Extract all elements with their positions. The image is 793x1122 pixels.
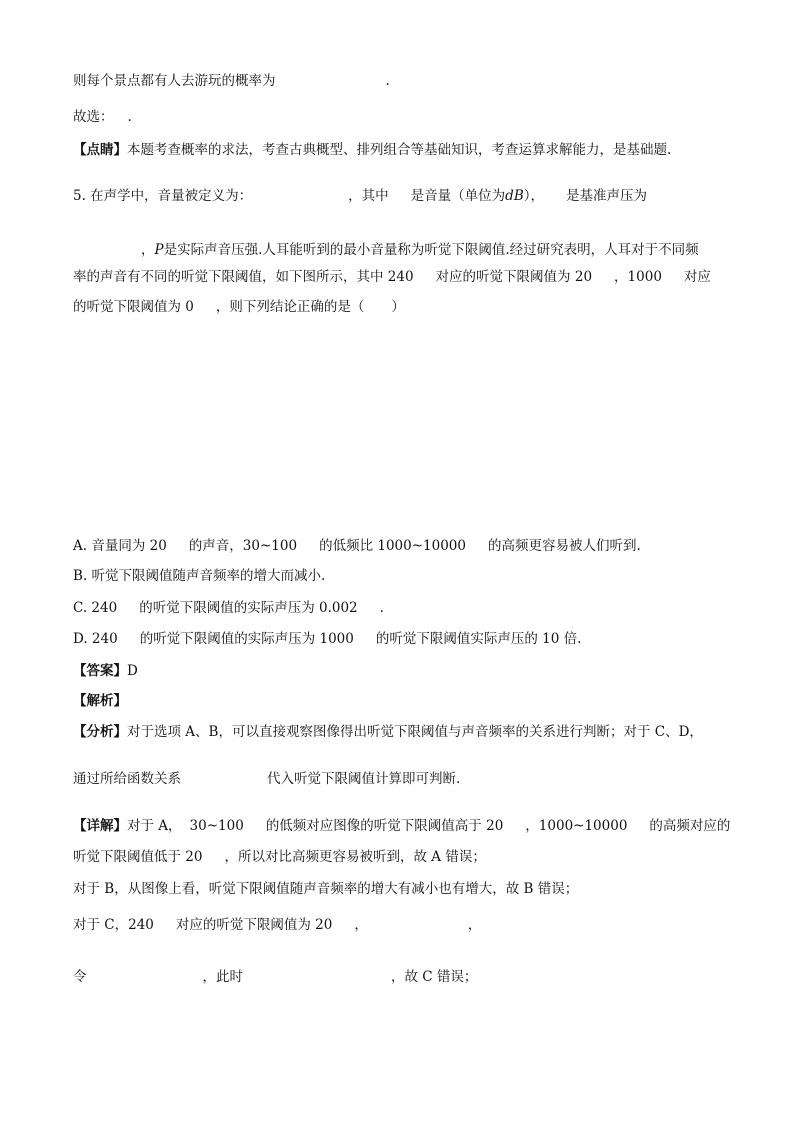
- detail-text: ，此时: [202, 969, 243, 985]
- detail-text: ，: [354, 917, 368, 933]
- question-text: 率的声音有不同的听觉下限阈值，如下图所示，其中 240: [73, 269, 414, 285]
- question-text: 5. 在声学中，音量被定义为：: [73, 188, 253, 204]
- detail-text: 的高频对应的: [649, 818, 731, 834]
- question-text: 是音量（单位为: [410, 188, 506, 204]
- analysis-line: [73, 692, 127, 710]
- answer-line: [73, 662, 138, 680]
- detail-text: ，1000~10000: [525, 818, 628, 834]
- answer-tag: 【答案】: [73, 663, 127, 679]
- option-text: 的听觉下限阈值的实际声压为 1000: [139, 631, 354, 647]
- prev-choice-line: [73, 108, 132, 126]
- question-text: ），: [523, 188, 544, 204]
- question-text: ，则下列结论正确的是（ ）: [215, 299, 405, 315]
- detail-line-2: [73, 848, 486, 866]
- question-text: 对应的听觉下限阈值为 20: [435, 269, 593, 285]
- detail-text: ，: [467, 917, 482, 933]
- fenxi-tag: 【分析】: [73, 724, 127, 740]
- prev-line-period: .: [385, 73, 390, 89]
- question-line-4: [73, 298, 405, 316]
- dianjing-text: 本题考查概率的求法，考查古典概型、排列组合等基础知识，考查运算求解能力，是基础题.: [127, 142, 672, 158]
- detail-tag: 【详解】: [73, 818, 127, 834]
- detail-line-5: [73, 968, 477, 986]
- question-text: 是实际声音压强.人耳能听到的最小音量称为听觉下限阈值.经过研究表明，人耳对于不同频: [163, 242, 699, 258]
- option-text: B. 听觉下限阈值随声音频率的增大而减小.: [73, 568, 326, 584]
- detail-text: 30~100: [189, 818, 244, 834]
- detail-text: 对于 C，240: [73, 917, 154, 933]
- detail-text: 对应的听觉下限阈值为 20: [175, 917, 333, 933]
- option-text: 的声音，30~100: [188, 538, 298, 554]
- option-c: [73, 599, 384, 617]
- detail-text: 对于 B，从图像上看，听觉下限阈值随声音频率的增大有减小也有增大，故 B 错误；: [73, 881, 579, 897]
- question-line-1: [73, 187, 647, 205]
- detail-text: 对于 A，: [127, 818, 182, 834]
- fenxi-text: 代入听觉下限阈值计算即可判断.: [267, 771, 461, 787]
- question-text: ，1000: [614, 269, 662, 285]
- prev-choice-label: 故选：: [73, 109, 114, 125]
- detail-text: 的低频对应图像的听觉下限阈值高于 20: [265, 818, 504, 834]
- question-text: 是基准声压为: [565, 188, 647, 204]
- option-b: [73, 567, 325, 585]
- dianjing-tag: 【点睛】: [73, 142, 127, 158]
- answer-value: D: [127, 663, 138, 679]
- prev-line-probability: [73, 72, 390, 90]
- fenxi-text: 通过所给函数关系: [73, 771, 181, 787]
- option-text: 的听觉下限阈值实际声压的 10 倍.: [375, 631, 582, 647]
- prev-choice-period: .: [127, 109, 132, 125]
- option-text: A. 音量同为 20: [73, 538, 167, 554]
- question-text: 的听觉下限阈值为 0: [73, 299, 194, 315]
- variable-p: P: [154, 242, 164, 258]
- question-line-2: [73, 241, 699, 259]
- option-d: [73, 630, 581, 648]
- option-text: 的低频比 1000~10000: [319, 538, 466, 554]
- detail-line-4: [73, 916, 481, 934]
- prev-line-text: 则每个景点都有人去游玩的概率为: [73, 73, 276, 89]
- question-line-3: [73, 268, 711, 286]
- fenxi-text: 对于选项 A、B，可以直接观察图像得出听觉下限阈值与声音频率的关系进行判断；对于 C、D，: [127, 724, 703, 740]
- option-text: 的听觉下限阈值的实际声压为 0.002: [139, 600, 358, 616]
- fenxi-line-1: [73, 723, 703, 741]
- detail-text: ，所以对比高频更容易被听到，故 A 错误；: [224, 849, 486, 865]
- detail-text: ，故 C 错误；: [391, 969, 478, 985]
- option-text: .: [379, 600, 384, 616]
- question-text: 对应: [683, 269, 711, 285]
- option-a: [73, 537, 641, 555]
- detail-line-1: [73, 817, 730, 835]
- option-text: 的高频更容易被人们听到.: [487, 538, 641, 554]
- question-text: ，其中: [348, 188, 389, 204]
- figure-placeholder: [73, 325, 713, 525]
- detail-text: 听觉下限阈值低于 20: [73, 849, 203, 865]
- option-text: C. 240: [73, 600, 118, 616]
- prev-dianjing-line: [73, 141, 671, 159]
- option-text: D. 240: [73, 631, 118, 647]
- fenxi-line-2: [73, 770, 460, 788]
- question-text: ，: [141, 242, 155, 258]
- unit-db: dB: [505, 188, 524, 204]
- analysis-tag: 【解析】: [73, 693, 127, 709]
- detail-text: 令: [73, 969, 87, 985]
- detail-line-3: [73, 880, 578, 898]
